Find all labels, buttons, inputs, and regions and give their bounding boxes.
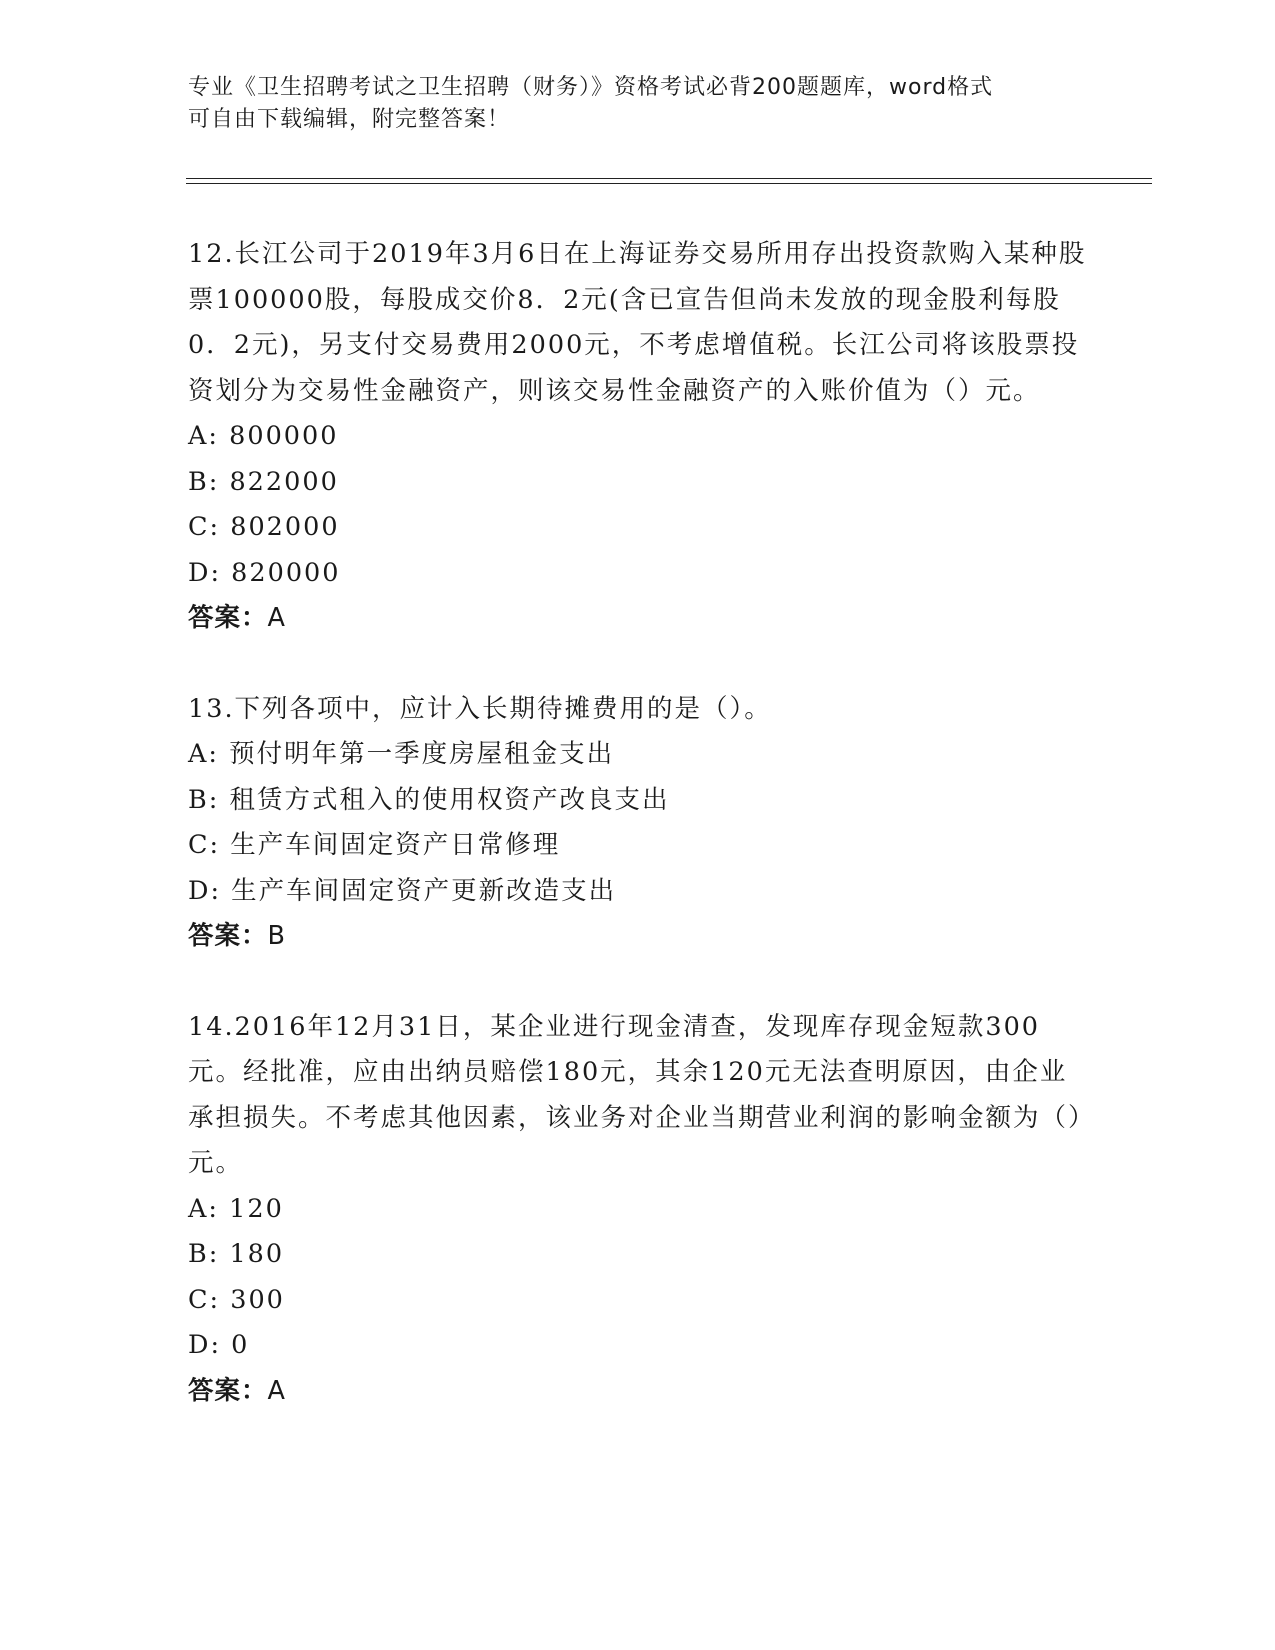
option-b xyxy=(188,460,1088,506)
question-stem: 12.长江公司于2019年3月6日在上海证券交易所用存出投资款购入某种股票100000股，每股成交价8．2元(含已宣告但尚未发放的现金股利每股0．2元)，另支付交易费用2000元，不考虑增值税。长江公司将该股票投资划分为交易性金融资产，则该交易性金融资产的入账价值为（）元。 xyxy=(188,239,1087,406)
option-text: 802000 xyxy=(230,512,340,542)
option-text: 预付明年第一季度房屋租金支出 xyxy=(229,739,615,769)
option-letter: C: xyxy=(188,512,221,542)
option-letter: A: xyxy=(188,421,220,451)
answer-label: 答案： xyxy=(188,603,268,633)
option-text: 租赁方式租入的使用权资产改良支出 xyxy=(229,784,670,815)
answer-value: A xyxy=(267,1375,286,1406)
option-text: 800000 xyxy=(229,421,339,451)
answer-value: A xyxy=(267,603,286,633)
option-letter: A: xyxy=(188,1193,220,1224)
option-letter: D: xyxy=(188,557,222,588)
header-line-2: 可自由下载编辑，附完整答案！ xyxy=(188,107,511,132)
option-text: 820000 xyxy=(231,557,341,588)
option-c xyxy=(188,505,1088,551)
header-divider-bottom xyxy=(186,183,1152,184)
option-text: 120 xyxy=(229,1193,284,1224)
option-letter: D: xyxy=(188,1330,222,1360)
option-letter: D: xyxy=(188,875,222,906)
option-letter: B: xyxy=(188,784,220,815)
option-d xyxy=(188,1323,1088,1369)
document-header xyxy=(188,72,1068,136)
answer-line xyxy=(188,1369,1088,1415)
question-12 xyxy=(188,232,1088,642)
question-stem: 13.下列各项中，应计入长期待摊费用的是（）。 xyxy=(188,693,772,724)
answer-line xyxy=(188,914,1088,960)
answer-label: 答案： xyxy=(188,1375,268,1406)
option-text: 300 xyxy=(230,1284,285,1315)
option-d xyxy=(188,551,1088,597)
option-letter: B: xyxy=(188,1239,220,1269)
answer-line xyxy=(188,596,1088,642)
option-letter: B: xyxy=(188,466,220,497)
question-stem: 14.2016年12月31日，某企业进行现金清查，发现库存现金短款300元。经批准，应由出纳员赔偿180元，其余120元无法查明原因，由企业承担损失。不考虑其他因素，该业务对企业当期营业利润的影响金额为（）元。 xyxy=(188,1011,1083,1178)
option-b xyxy=(188,1232,1088,1278)
answer-label: 答案： xyxy=(188,921,268,951)
option-text: 822000 xyxy=(229,466,339,497)
option-c xyxy=(188,1278,1088,1324)
option-text: 180 xyxy=(229,1239,285,1269)
question-list xyxy=(188,232,1088,1459)
option-a xyxy=(188,1187,1088,1233)
option-text: 生产车间固定资产日常修理 xyxy=(230,830,561,860)
option-c xyxy=(188,823,1088,869)
option-a xyxy=(188,732,1088,778)
answer-value: B xyxy=(267,921,287,951)
question-13 xyxy=(188,687,1088,960)
option-letter: C: xyxy=(188,1284,221,1315)
option-d xyxy=(188,869,1088,915)
option-letter: A: xyxy=(188,739,220,769)
header-line-1: 专业《卫生招聘考试之卫生招聘（财务）》资格考试必背200题题库，word格式 xyxy=(188,75,994,100)
option-b xyxy=(188,778,1088,824)
option-a xyxy=(188,414,1088,460)
option-text: 0 xyxy=(231,1330,250,1360)
option-text: 生产车间固定资产更新改造支出 xyxy=(231,875,617,906)
option-letter: C: xyxy=(188,830,221,860)
header-divider-top xyxy=(186,178,1152,179)
question-14 xyxy=(188,1005,1088,1415)
